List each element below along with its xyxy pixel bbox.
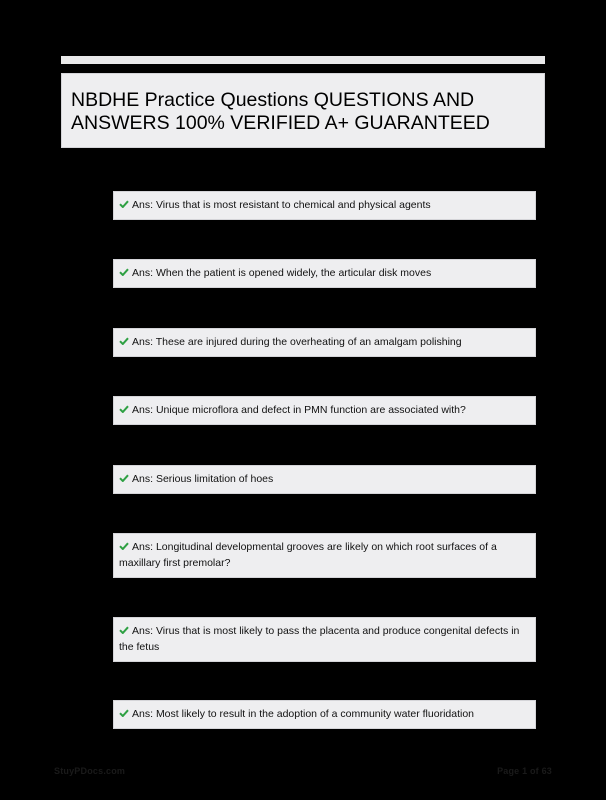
title-box — [61, 73, 545, 148]
answer-text: Virus that is most likely to pass the placenta and produce congenital defects in the fetus — [119, 625, 520, 653]
answer-item — [113, 465, 536, 494]
check-icon — [119, 337, 129, 345]
answer-prefix: Ans: — [132, 404, 156, 416]
check-icon — [119, 268, 129, 276]
answer-prefix: Ans: — [132, 336, 156, 348]
answer-item — [113, 396, 536, 425]
answer-item — [113, 191, 536, 220]
check-icon — [119, 405, 129, 413]
answer-item — [113, 259, 536, 288]
answer-item — [113, 328, 536, 357]
answer-text: When the patient is opened widely, the articular disk moves — [155, 267, 432, 279]
answer-item — [113, 533, 536, 578]
answer-text: These are injured during the overheating of an amalgam polishing — [155, 336, 462, 348]
footer-page-number: Page 1 of 63 — [497, 766, 552, 776]
answer-item — [113, 700, 536, 729]
answer-text: Virus that is most resistant to chemical and physical agents — [155, 199, 431, 211]
check-icon — [119, 709, 129, 717]
answer-text: Serious limitation of hoes — [155, 473, 274, 485]
answer-prefix: Ans: — [132, 473, 156, 485]
check-icon — [119, 200, 129, 208]
answer-prefix: Ans: — [132, 199, 156, 211]
check-icon — [119, 626, 129, 634]
answer-text: Most likely to result in the adoption of a community water fluoridation — [155, 708, 475, 720]
answer-item — [113, 617, 536, 662]
answer-prefix: Ans: — [132, 708, 156, 720]
answer-prefix: Ans: — [132, 541, 156, 553]
check-icon — [119, 474, 129, 482]
answer-text: Unique microflora and defect in PMN function are associated with? — [155, 404, 466, 416]
page-title: NBDHE Practice Questions QUESTIONS AND ANSWERS 100% VERIFIED A+ GUARANTEED — [71, 89, 490, 134]
header-strip — [61, 56, 545, 64]
answer-prefix: Ans: — [132, 267, 156, 279]
check-icon — [119, 542, 129, 550]
answer-prefix: Ans: — [132, 625, 156, 637]
footer-site: StuyPDocs.com — [54, 766, 126, 776]
answer-text: Longitudinal developmental grooves are likely on which root surfaces of a maxillary first premolar? — [119, 541, 497, 569]
